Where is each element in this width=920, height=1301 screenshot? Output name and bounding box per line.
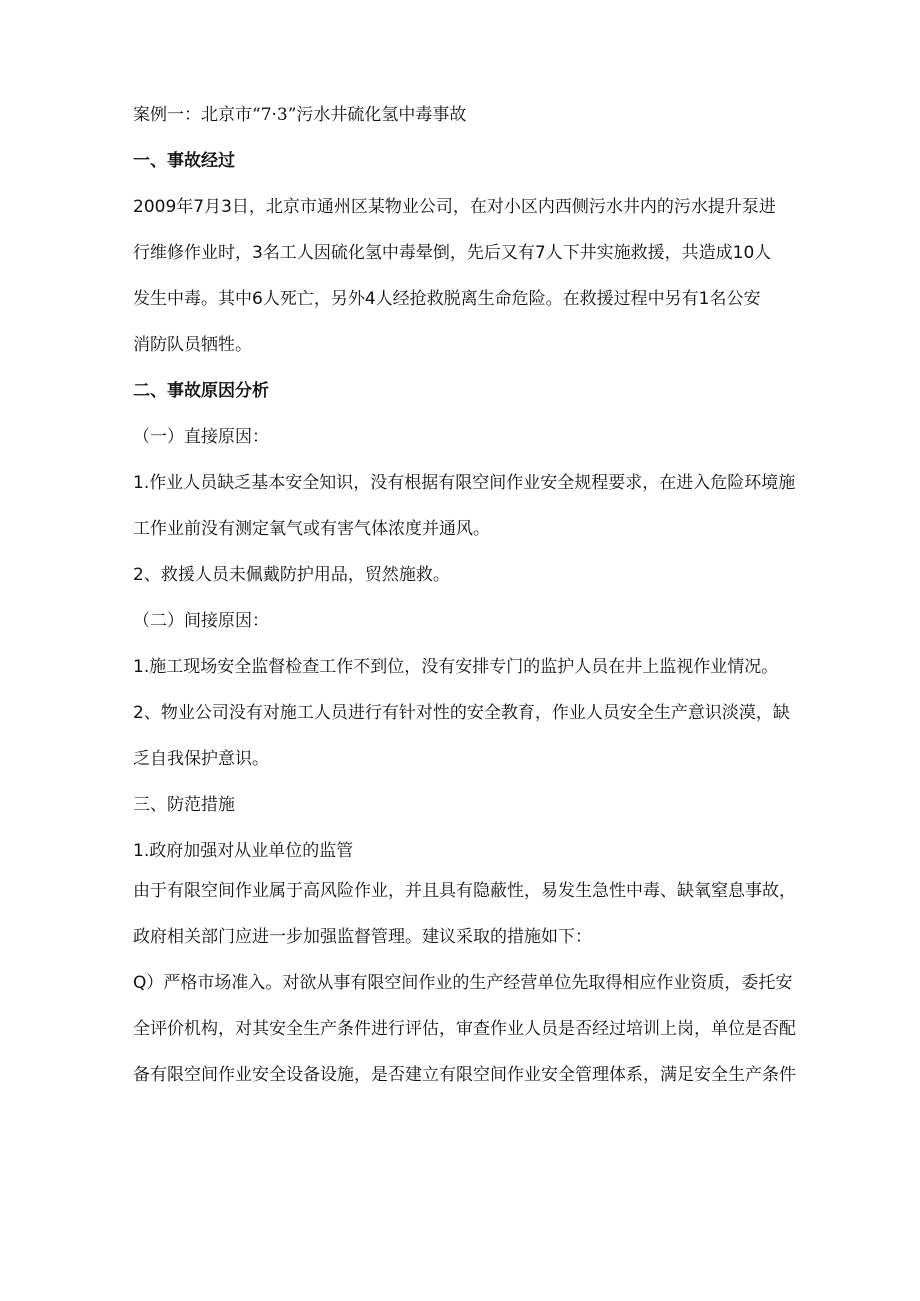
paragraph-line: 备有限空间作业安全设备设施，是否建立有限空间作业安全管理体系，满足安全生产条件 xyxy=(133,1065,796,1085)
paragraph-line: 2009年7月3日，北京市通州区某物业公司，在对小区内西侧污水井内的污水提升泵进 xyxy=(133,197,776,217)
paragraph-line: 1.作业人员缺乏基本安全知识，没有根据有限空间作业安全规程要求，在进入危险环境施 xyxy=(133,473,796,493)
paragraph-line: 消防队员牺牲。 xyxy=(133,335,252,355)
paragraph-line: Q）严格市场准入。对欲从事有限空间作业的生产经营单位先取得相应作业资质，委托安 xyxy=(133,973,793,993)
list-item-indirect-1: 1.施工现场安全监督检查工作不到位，没有安排专门的监护人员在井上监视作业情况。 xyxy=(133,657,779,677)
subheading-indirect-cause: （二）间接原因： xyxy=(133,611,269,631)
paragraph-line: 全评价机构，对其安全生产条件进行评估，审查作业人员是否经过培训上岗，单位是否配 xyxy=(133,1019,796,1039)
paragraph-line: 2、物业公司没有对施工人员进行有针对性的安全教育，作业人员安全生产意识淡漠，缺 xyxy=(133,703,790,723)
paragraph-line: 政府相关部门应进一步加强监督管理。建议采取的措施如下： xyxy=(133,927,592,947)
section-heading-cause-analysis: 二、事故原因分析 xyxy=(133,381,269,401)
paragraph-line: 发生中毒。其中6人死亡，另外4人经抢救脱离生命危险。在救援过程中另有1名公安 xyxy=(133,289,761,309)
subheading-government-supervision: 1.政府加强对从业单位的监管 xyxy=(133,841,354,861)
document-title: 案例一：北京市“7·3”污水井硫化氢中毒事故 xyxy=(133,105,467,125)
list-item-direct-2: 2、救援人员未佩戴防护用品，贸然施救。 xyxy=(133,565,450,585)
paragraph-line: 乏自我保护意识。 xyxy=(133,749,269,769)
paragraph-line: 行维修作业时，3名工人因硫化氢中毒晕倒，先后又有7人下井实施救援，共造成10人 xyxy=(133,243,772,263)
paragraph-line: 工作业前没有测定氧气或有害气体浓度并通风。 xyxy=(133,519,490,539)
section-heading-accident-process: 一、事故经过 xyxy=(133,151,235,171)
document-body xyxy=(133,103,805,1087)
paragraph-line: 由于有限空间作业属于高风险作业，并且具有隐蔽性，易发生急性中毒、缺氧窒息事故， xyxy=(133,881,796,901)
section-heading-prevention: 三、防范措施 xyxy=(133,795,235,815)
subheading-direct-cause: （一）直接原因： xyxy=(133,427,269,447)
